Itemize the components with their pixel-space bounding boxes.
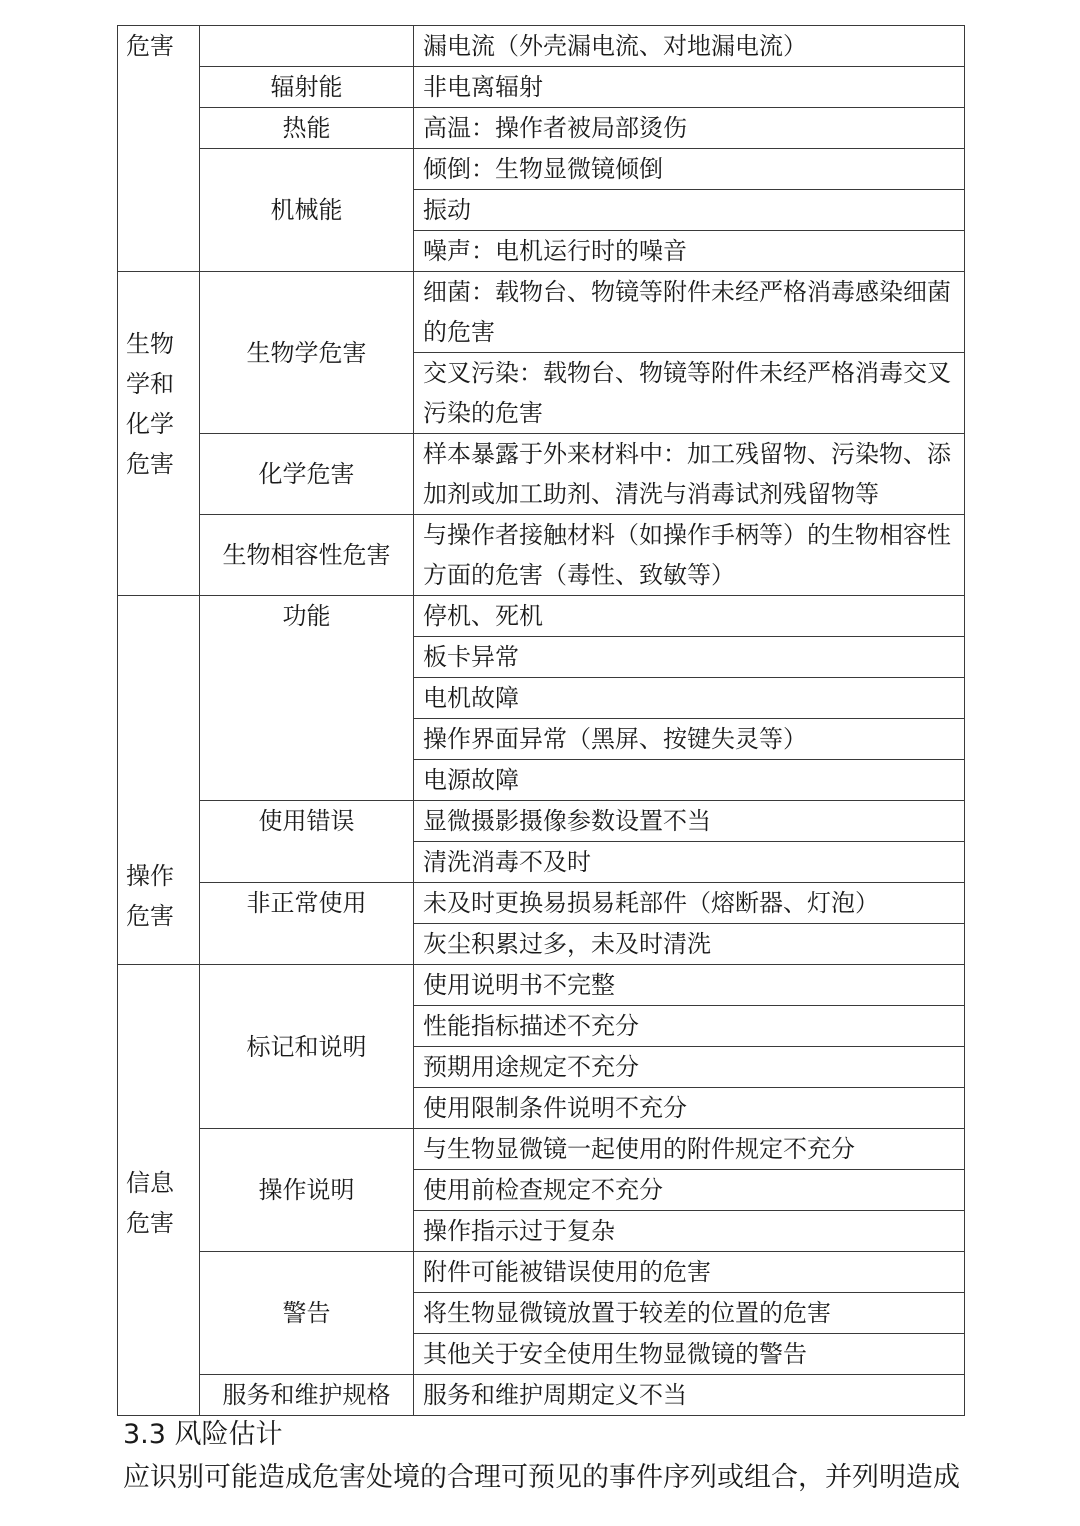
subcategory-function: 功能 xyxy=(200,596,414,801)
hazard-description: 倾倒：生物显微镜倾倒 xyxy=(414,149,965,190)
category-label: 危害 xyxy=(126,32,174,60)
subcategory-chemical: 化学危害 xyxy=(200,434,414,515)
hazard-description: 振动 xyxy=(414,190,965,231)
subcategory-radiation: 辐射能 xyxy=(200,67,414,108)
table-row xyxy=(118,26,965,67)
table-row xyxy=(118,434,965,515)
hazard-description: 将生物显微镜放置于较差的位置的危害 xyxy=(414,1293,965,1334)
hazard-description: 灰尘积累过多，未及时清洗 xyxy=(414,924,965,965)
hazard-description: 与操作者接触材料（如操作手柄等）的生物相容性方面的危害（毒性、致敏等） xyxy=(414,515,965,596)
category-energy-hazard xyxy=(118,26,200,272)
hazard-description: 噪声：电机运行时的噪音 xyxy=(414,231,965,272)
subcategory-thermal: 热能 xyxy=(200,108,414,149)
table-row xyxy=(118,272,965,353)
hazard-description: 高温：操作者被局部烫伤 xyxy=(414,108,965,149)
hazard-description: 与生物显微镜一起使用的附件规定不充分 xyxy=(414,1129,965,1170)
table-row xyxy=(118,965,965,1006)
category-operation-hazard xyxy=(118,596,200,965)
table-row xyxy=(118,515,965,596)
subcategory-cell xyxy=(200,26,414,67)
hazard-description: 样本暴露于外来材料中：加工残留物、污染物、添加剂或加工助剂、清洗与消毒试剂残留物等 xyxy=(414,434,965,515)
category-bio-chem-hazard xyxy=(118,272,200,596)
category-label: 信息 危害 xyxy=(126,1169,174,1237)
subcategory-mechanical: 机械能 xyxy=(200,149,414,272)
hazard-description: 操作界面异常（黑屏、按键失灵等） xyxy=(414,719,965,760)
hazard-description: 使用说明书不完整 xyxy=(414,965,965,1006)
hazard-description: 显微摄影摄像参数设置不当 xyxy=(414,801,965,842)
hazard-description: 预期用途规定不充分 xyxy=(414,1047,965,1088)
hazard-description: 停机、死机 xyxy=(414,596,965,637)
hazard-description: 电机故障 xyxy=(414,678,965,719)
hazard-description: 服务和维护周期定义不当 xyxy=(414,1375,965,1416)
subcategory-operating-instructions: 操作说明 xyxy=(200,1129,414,1252)
table-row xyxy=(118,1129,965,1170)
table-row xyxy=(118,108,965,149)
hazard-description: 交叉污染：载物台、物镜等附件未经严格消毒交叉污染的危害 xyxy=(414,353,965,434)
subcategory-warning: 警告 xyxy=(200,1252,414,1375)
subcategory-abnormal-use: 非正常使用 xyxy=(200,883,414,965)
hazard-description: 性能指标描述不充分 xyxy=(414,1006,965,1047)
hazard-description: 非电离辐射 xyxy=(414,67,965,108)
table-row xyxy=(118,883,965,924)
subcategory-biocompatibility: 生物相容性危害 xyxy=(200,515,414,596)
hazard-description: 使用前检查规定不充分 xyxy=(414,1170,965,1211)
hazard-description: 细菌：载物台、物镜等附件未经严格消毒感染细菌的危害 xyxy=(414,272,965,353)
table-row xyxy=(118,596,965,637)
table-row xyxy=(118,67,965,108)
hazard-description: 附件可能被错误使用的危害 xyxy=(414,1252,965,1293)
section-heading: 3.3 风险估计 xyxy=(123,1419,283,1450)
subcategory-labeling: 标记和说明 xyxy=(200,965,414,1129)
table-row xyxy=(118,149,965,190)
category-information-hazard xyxy=(118,965,200,1416)
subcategory-service-maintenance: 服务和维护规格 xyxy=(200,1375,414,1416)
subcategory-biological: 生物学危害 xyxy=(200,272,414,434)
hazard-description: 操作指示过于复杂 xyxy=(414,1211,965,1252)
hazard-table xyxy=(117,25,965,1416)
hazard-description: 板卡异常 xyxy=(414,637,965,678)
hazard-description: 电源故障 xyxy=(414,760,965,801)
section-paragraph: 应识别可能造成危害处境的合理可预见的事件序列或组合，并列明造成 xyxy=(123,1462,960,1493)
hazard-description: 清洗消毒不及时 xyxy=(414,842,965,883)
category-label: 生物 学和 化学 危害 xyxy=(126,330,174,478)
table-row xyxy=(118,1252,965,1293)
hazard-description: 其他关于安全使用生物显微镜的警告 xyxy=(414,1334,965,1375)
category-label: 操作 危害 xyxy=(126,862,174,930)
subcategory-use-error: 使用错误 xyxy=(200,801,414,883)
hazard-description: 未及时更换易损易耗部件（熔断器、灯泡） xyxy=(414,883,965,924)
hazard-description: 漏电流（外壳漏电流、对地漏电流） xyxy=(414,26,965,67)
table-row xyxy=(118,801,965,842)
table-row xyxy=(118,1375,965,1416)
hazard-description: 使用限制条件说明不充分 xyxy=(414,1088,965,1129)
